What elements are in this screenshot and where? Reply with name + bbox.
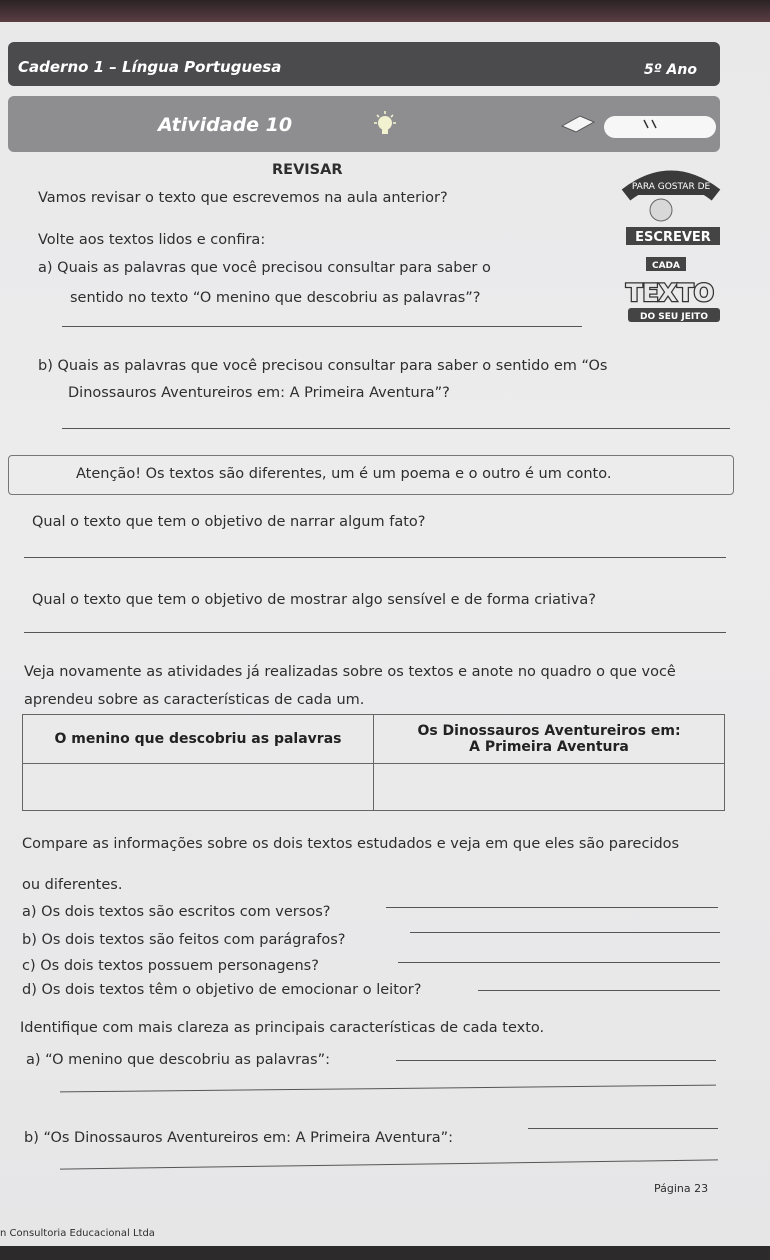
answer-line-a[interactable] <box>62 326 582 327</box>
question-a-line2: sentido no texto “O menino que descobriu as palavras”? <box>70 290 481 306</box>
answer-line-b[interactable] <box>62 428 730 429</box>
answer-line-compare-b[interactable] <box>410 932 720 933</box>
activity-title: Atividade 10 <box>158 114 293 136</box>
table-header-dinossauros <box>374 715 725 764</box>
eraser-icon <box>558 112 598 136</box>
logo-escrever-text: ESCREVER <box>635 230 711 245</box>
identify-text: Identifique com mais clareza as principais características de cada texto. <box>20 1020 545 1036</box>
question-narrar: Qual o texto que tem o objetivo de narrar algum fato? <box>32 514 426 530</box>
grade-label: 5º Ano <box>644 62 697 78</box>
compare-line2: ou diferentes. <box>22 877 123 893</box>
table-cell-dinossauros[interactable] <box>374 764 725 811</box>
answer-line-sensivel[interactable] <box>24 632 726 633</box>
notebook-title: Caderno 1 – Língua Portuguesa <box>18 58 282 76</box>
answer-line-compare-c[interactable] <box>398 962 720 963</box>
table-header-dinossauros-line1: Os Dinossauros Aventureiros em: <box>417 723 681 739</box>
logo-cada-text: CADA <box>651 261 681 271</box>
compare-line1: Compare as informações sobre os dois textos estudados e veja em que eles são parecidos <box>22 836 680 852</box>
logo-texto-text: TEXTO <box>625 279 715 307</box>
photo-background-bottom <box>0 1246 770 1260</box>
table-header-dinossauros-line2: A Primeira Aventura <box>469 739 629 755</box>
lightbulb-icon <box>370 110 400 138</box>
answer-line-identify-b1[interactable] <box>528 1128 718 1129</box>
identify-a: a) “O menino que descobriu as palavras”: <box>26 1052 330 1068</box>
answer-line-narrar[interactable] <box>24 557 726 558</box>
para-gostar-de-escrever-logo <box>606 165 736 330</box>
question-a-line1: a) Quais as palavras que você precisou consultar para saber o <box>38 260 491 276</box>
intro-text: Vamos revisar o texto que escrevemos na aula anterior? <box>38 190 448 206</box>
attention-text: Atenção! Os textos são diferentes, um é um poema e o outro é um conto. <box>76 466 612 482</box>
compare-item-a: a) Os dois textos são escritos com versos? <box>22 904 331 920</box>
comparison-table <box>22 714 725 811</box>
instruction-text: Volte aos textos lidos e confira: <box>38 232 266 248</box>
question-sensivel: Qual o texto que tem o objetivo de mostrar algo sensível e de forma criativa? <box>32 592 596 608</box>
compare-item-d: d) Os dois textos têm o objetivo de emocionar o leitor? <box>22 982 422 998</box>
section-title: REVISAR <box>272 162 343 178</box>
answer-line-identify-a1[interactable] <box>396 1060 716 1061</box>
question-b-line1: b) Quais as palavras que você precisou consultar para saber o sentido em “Os <box>38 358 608 374</box>
answer-line-compare-a[interactable] <box>386 907 718 908</box>
logo-jeito-text: DO SEU JEITO <box>640 312 708 322</box>
answer-line-compare-d[interactable] <box>478 990 720 991</box>
instruction-veja-line2: aprendeu sobre as características de cada um. <box>24 692 365 708</box>
logo-top-text: PARA GOSTAR DE <box>631 182 711 192</box>
page-number: Página 23 <box>654 1182 709 1195</box>
compare-item-b: b) Os dois textos são feitos com parágrafos? <box>22 932 346 948</box>
table-header-menino: O menino que descobriu as palavras <box>23 715 374 764</box>
compare-item-c: c) Os dois textos possuem personagens? <box>22 958 319 974</box>
pencil-icon <box>598 112 720 142</box>
question-b-line2: Dinossauros Aventureiros em: A Primeira Aventura”? <box>68 385 450 401</box>
instruction-veja-line1: Veja novamente as atividades já realizadas sobre os textos e anote no quadro o que você <box>24 664 676 680</box>
table-cell-menino[interactable] <box>23 764 374 811</box>
identify-b: b) “Os Dinossauros Aventureiros em: A Primeira Aventura”: <box>24 1130 454 1146</box>
footer-text: n Consultoria Educacional Ltda <box>0 1228 155 1239</box>
